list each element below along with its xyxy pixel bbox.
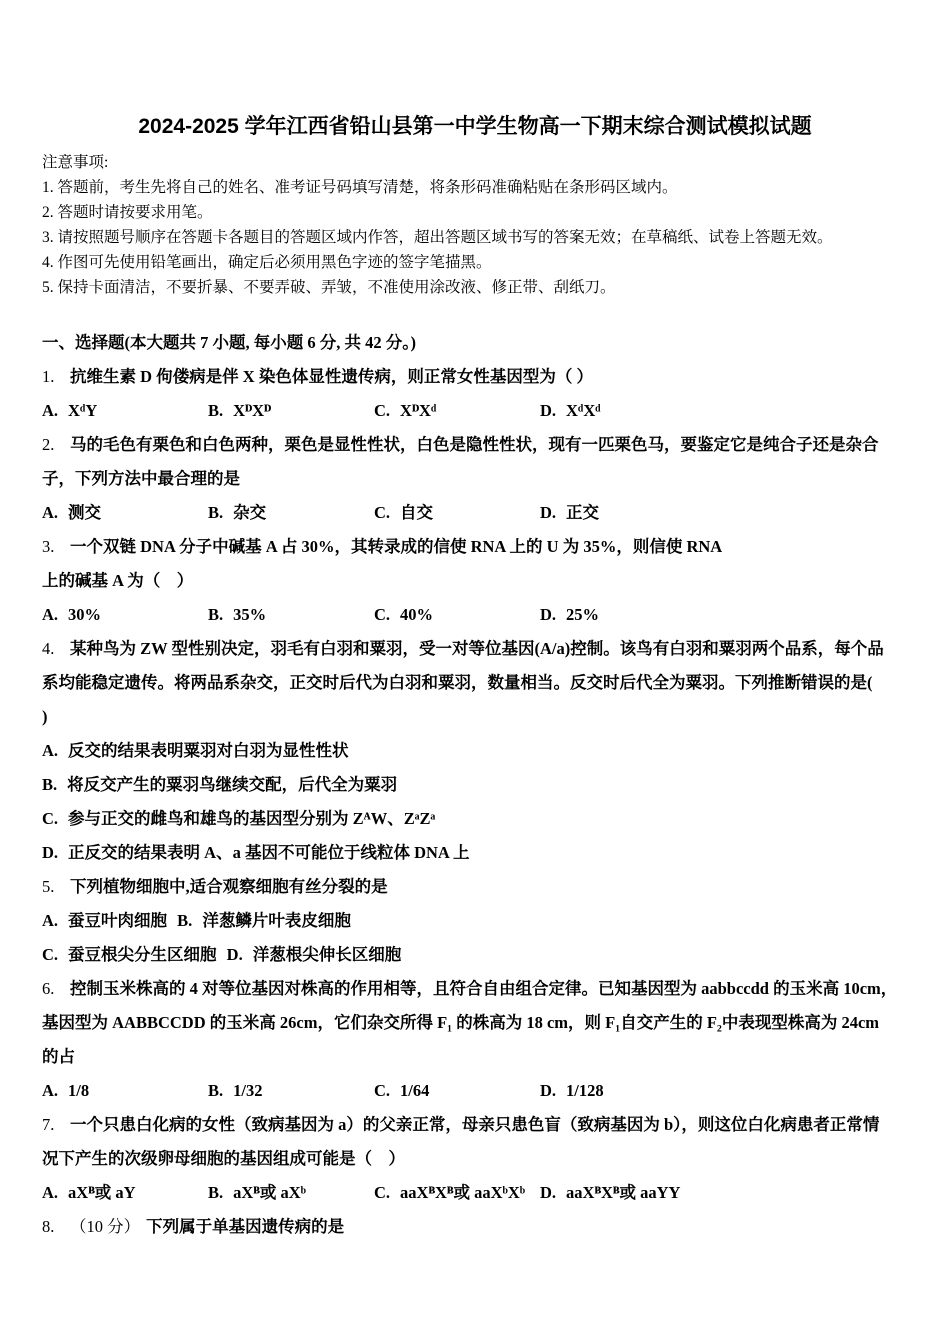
question-7-option-a — [42, 1176, 208, 1210]
question-4-text: 某种鸟为 ZW 型性别决定，羽毛有白羽和粟羽，受一对等位基因(A/a)控制。该鸟有白羽和粟羽两个品系，每个品 — [70, 639, 884, 658]
question-6-text-line-2: 基因型为 AABBCCDD 的玉米高 26cm，它们杂交所得 F₁ 的株高为 18 cm，则 F₁自交产生的 F₂中表现型株高为 24cm — [42, 1013, 880, 1032]
option-d-label: D. — [540, 1081, 557, 1100]
question-1-options — [42, 394, 908, 428]
question-5 — [42, 870, 908, 972]
question-2-text-line-2: 子，下列方法中最合理的是 — [42, 469, 240, 488]
option-c-label: C. — [42, 945, 59, 964]
option-c-text: 蚕豆根尖分生区细胞 — [68, 945, 217, 964]
option-b-text: XᴰXᴰ — [233, 401, 272, 420]
option-b-label: B. — [42, 775, 58, 794]
question-7-options — [42, 1176, 908, 1210]
question-8-number: 8. — [42, 1217, 55, 1236]
option-b-text: 将反交产生的粟羽鸟继续交配，后代全为粟羽 — [67, 775, 398, 794]
question-4-text-line-2: 系均能稳定遗传。将两品系杂交，正交时后代为白羽和粟羽，数量相当。反交时后代全为粟羽。下列推断错误的是( — [42, 673, 873, 692]
question-4-option-d — [42, 836, 908, 870]
option-d-label: D. — [540, 605, 557, 624]
question-5-text: 下列植物细胞中,适合观察细胞有丝分裂的是 — [70, 877, 388, 896]
question-2-option-d — [540, 496, 599, 530]
question-6-option-b — [208, 1074, 374, 1108]
question-1-option-d — [540, 394, 601, 428]
question-4-text-line-3: ) — [42, 707, 48, 726]
question-7 — [42, 1108, 908, 1210]
option-c-label: C. — [374, 401, 391, 420]
notice-item-1: 1. 答题前，考生先将自己的姓名、准考证号码填写清楚，将条形码准确粘贴在条形码区域内。 — [42, 179, 678, 196]
option-c-text: 1/64 — [400, 1081, 430, 1100]
option-b-text: 杂交 — [233, 503, 267, 522]
option-c-text: aaXᴮXᴮ或 aaXᵇXᵇ — [400, 1183, 526, 1202]
question-2-option-a — [42, 496, 208, 530]
question-6-option-c — [374, 1074, 540, 1108]
option-a-text: 反交的结果表明粟羽对白羽为显性性状 — [68, 741, 349, 760]
question-3-option-d — [540, 598, 599, 632]
option-a-text: XᵈY — [68, 401, 98, 420]
question-8-stem — [42, 1210, 908, 1244]
option-d-text: XᵈXᵈ — [566, 401, 601, 420]
question-3-option-c — [374, 598, 540, 632]
question-6-number: 6. — [42, 979, 55, 998]
option-a-label: A. — [42, 911, 59, 930]
question-7-text: 一个只患白化病的女性（致病基因为 a）的父亲正常，母亲只患色盲（致病基因为 b），则这位白化病患者正常情 — [70, 1115, 880, 1134]
question-6-text-line-3: 的占 — [42, 1047, 75, 1066]
option-c-text: XᴰXᵈ — [400, 401, 437, 420]
question-8-text: 下列属于单基因遗传病的是 — [146, 1217, 345, 1236]
question-6 — [42, 972, 908, 1108]
option-b-label: B. — [208, 503, 224, 522]
question-8-score: （10 分） — [70, 1217, 141, 1236]
option-d-text: aaXᴮXᴮ或 aaYY — [566, 1183, 681, 1202]
section-1-heading: 一、选择题(本大题共 7 小题, 每小题 6 分, 共 42 分。) — [42, 333, 416, 352]
question-3-text-line-2: 上的碱基 A 为（ ） — [42, 571, 194, 590]
question-6-option-d — [540, 1074, 604, 1108]
option-a-label: A. — [42, 605, 59, 624]
question-5-option-a — [42, 911, 167, 930]
option-a-label: A. — [42, 503, 59, 522]
question-1-text: 抗维生素 D 佝偻病是伴 X 染色体显性遗传病，则正常女性基因型为（ ） — [70, 367, 593, 386]
question-7-option-c — [374, 1176, 540, 1210]
question-3-number: 3. — [42, 537, 55, 556]
question-1-option-a — [42, 394, 208, 428]
page-title: 2024-2025 学年江西省铅山县第一中学生物高一下期末综合测试模拟试题 — [138, 115, 812, 138]
question-3-option-a — [42, 598, 208, 632]
option-d-label: D. — [42, 843, 59, 862]
question-3 — [42, 530, 908, 632]
option-c-label: C. — [374, 605, 391, 624]
question-1-stem — [42, 360, 908, 394]
option-d-label: D. — [226, 945, 243, 964]
option-a-text: aXᴮ或 aY — [68, 1183, 136, 1202]
option-b-label: B. — [208, 1183, 224, 1202]
option-b-label: B. — [208, 605, 224, 624]
option-d-text: 正反交的结果表明 A、a 基因不可能位于线粒体 DNA 上 — [68, 843, 470, 862]
question-5-option-d — [227, 945, 402, 964]
option-b-label: B. — [177, 911, 193, 930]
option-c-label: C. — [42, 809, 59, 828]
question-7-stem — [42, 1108, 908, 1142]
option-a-text: 1/8 — [68, 1081, 90, 1100]
question-5-option-b — [177, 911, 351, 930]
notice-item-3: 3. 请按照题号顺序在答题卡各题目的答题区域内作答，超出答题区域书写的答案无效；在草稿纸、试卷上答题无效。 — [42, 229, 833, 246]
option-a-text: 30% — [68, 605, 102, 624]
option-b-label: B. — [208, 401, 224, 420]
question-3-option-b — [208, 598, 374, 632]
option-c-label: C. — [374, 1081, 391, 1100]
notice-item-2: 2. 答题时请按要求用笔。 — [42, 204, 213, 221]
option-a-label: A. — [42, 1081, 59, 1100]
option-c-text: 自交 — [400, 503, 434, 522]
question-2-options — [42, 496, 908, 530]
question-2-stem — [42, 428, 908, 462]
option-a-label: A. — [42, 401, 59, 420]
question-7-option-b — [208, 1176, 374, 1210]
option-d-text: 洋葱根尖伸长区细胞 — [252, 945, 402, 964]
option-b-text: 35% — [233, 605, 267, 624]
option-d-text: 1/128 — [566, 1081, 604, 1100]
question-2-number: 2. — [42, 435, 55, 454]
question-4-number: 4. — [42, 639, 55, 658]
question-1 — [42, 360, 908, 428]
option-d-label: D. — [540, 1183, 557, 1202]
question-3-stem — [42, 530, 908, 564]
option-b-label: B. — [208, 1081, 224, 1100]
question-2-option-b — [208, 496, 374, 530]
question-4-option-a — [42, 734, 908, 768]
option-c-label: C. — [374, 503, 391, 522]
option-b-text: 洋葱鳞片叶表皮细胞 — [202, 911, 351, 930]
question-6-options — [42, 1074, 908, 1108]
option-d-label: D. — [540, 401, 557, 420]
question-2-option-c — [374, 496, 540, 530]
question-4 — [42, 632, 908, 870]
question-5-options-row-1 — [42, 904, 908, 938]
question-6-option-a — [42, 1074, 208, 1108]
option-c-text: 参与正交的雌鸟和雄鸟的基因型分别为 ZᴬW、ZᵃZᵃ — [68, 809, 436, 828]
option-b-text: 1/32 — [233, 1081, 263, 1100]
option-a-text: 测交 — [68, 503, 102, 522]
option-a-label: A. — [42, 1183, 59, 1202]
question-3-options — [42, 598, 908, 632]
question-5-options-row-2 — [42, 938, 908, 972]
question-4-stem — [42, 632, 908, 666]
notice-item-4: 4. 作图可先使用铅笔画出，确定后必须用黑色字迹的签字笔描黑。 — [42, 254, 492, 271]
question-3-text: 一个双链 DNA 分子中碱基 A 占 30%，其转录成的信使 RNA 上的 U 为 35%，则信使 RNA — [70, 537, 723, 556]
option-c-label: C. — [374, 1183, 391, 1202]
option-c-text: 40% — [400, 605, 434, 624]
question-2-text: 马的毛色有栗色和白色两种，栗色是显性性状，白色是隐性性状，现有一匹栗色马，要鉴定它是纯合子还是杂合 — [70, 435, 879, 454]
option-d-label: D. — [540, 503, 557, 522]
question-1-number: 1. — [42, 367, 55, 386]
question-5-option-c — [42, 945, 217, 964]
question-4-option-b — [42, 768, 908, 802]
option-a-text: 蚕豆叶肉细胞 — [68, 911, 168, 930]
option-b-text: aXᴮ或 aXᵇ — [233, 1183, 306, 1202]
notice-item-5: 5. 保持卡面清洁，不要折暴、不要弄破、弄皱，不准使用涂改液、修正带、刮纸刀。 — [42, 279, 616, 296]
question-5-stem — [42, 870, 908, 904]
question-7-text-line-2: 况下产生的次级卵母细胞的基因组成可能是（ ） — [42, 1149, 405, 1168]
question-6-stem — [42, 972, 908, 1006]
question-1-option-b — [208, 394, 374, 428]
question-5-number: 5. — [42, 877, 55, 896]
option-a-label: A. — [42, 741, 59, 760]
question-2 — [42, 428, 908, 530]
notice-heading: 注意事项: — [42, 154, 109, 171]
option-d-text: 25% — [566, 605, 600, 624]
notice-section — [42, 150, 908, 300]
question-7-option-d — [540, 1176, 680, 1210]
option-d-text: 正交 — [566, 503, 600, 522]
question-4-option-c — [42, 802, 908, 836]
question-7-number: 7. — [42, 1115, 55, 1134]
question-8 — [42, 1210, 908, 1244]
question-1-option-c — [374, 394, 540, 428]
question-6-text: 控制玉米株高的 4 对等位基因对株高的作用相等，且符合自由组合定律。已知基因型为 aabbccdd 的玉米高 10cm， — [70, 979, 898, 998]
